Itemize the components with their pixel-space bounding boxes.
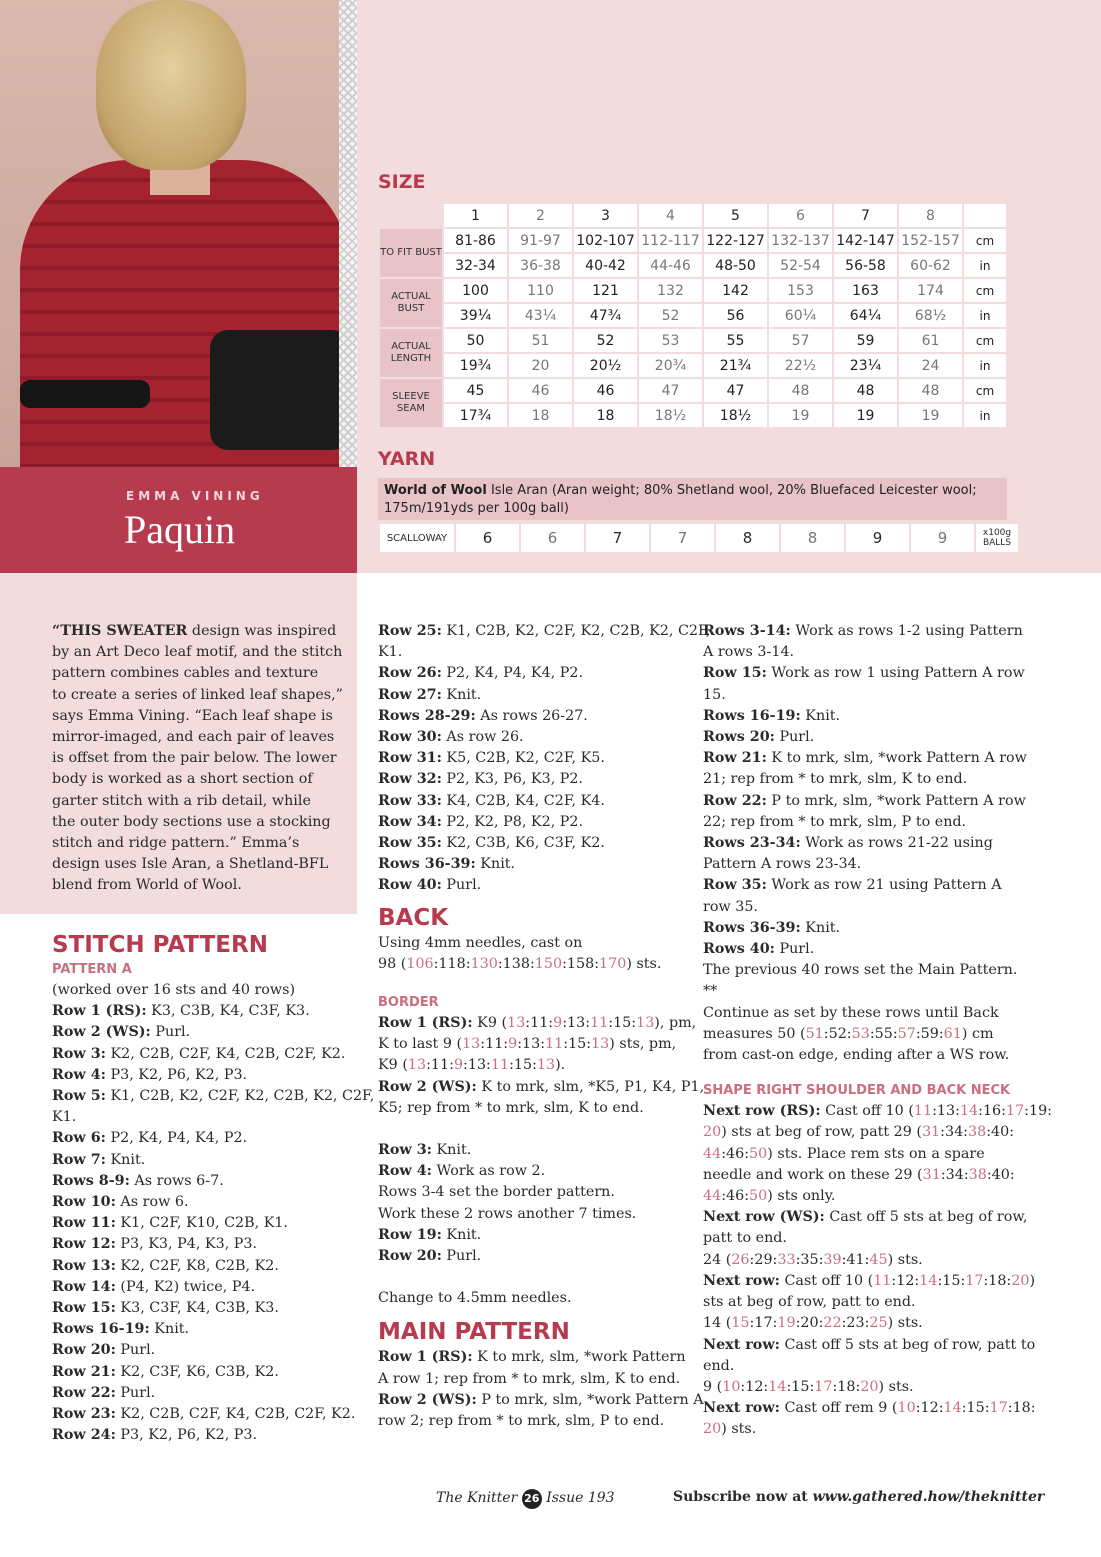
yarn-desc: Isle Aran (Aran weight; 80% Shetland wool, 20% Bluefaced Leicester wool; 175m/191yds per 100g ball) (384, 483, 977, 516)
text-line: patt to end. (703, 1230, 787, 1247)
size-cell: 46 (574, 379, 637, 402)
instruction-label: Rows 16-19: (52, 1321, 150, 1338)
text-line: Row 1 (RS): K to mrk, slm, *work Pattern (378, 1349, 686, 1366)
stitch-pattern-column (52, 930, 374, 1446)
text-line: row 2; rep from * to mrk, slm, P to end. (378, 1413, 665, 1430)
text-line: 20) sts at beg of row, patt 29 (31:34:38:40: (703, 1124, 1015, 1141)
intro-line: is offset from the pair below. The lower (52, 750, 337, 767)
size-cell: 18½ (704, 404, 767, 427)
footer-subscribe (673, 1489, 1044, 1505)
size-cell: 52 (574, 329, 637, 352)
size-cell: 64¼ (834, 304, 897, 327)
issue-number: Issue 193 (546, 1490, 615, 1506)
instruction-line (378, 875, 710, 896)
text-line: 21; rep from * to mrk, slm, K to end. (703, 771, 968, 788)
instruction-line (52, 1065, 374, 1086)
text-line: 24 (26:29:33:35:39:41:45) sts. (703, 1251, 923, 1268)
instruction-line (52, 1425, 374, 1446)
instruction-label: Rows 36-39: (378, 856, 476, 873)
instruction-label: Rows 8-9: (52, 1172, 130, 1189)
size-cell: 132-137 (769, 229, 832, 252)
instruction-line (52, 1340, 374, 1361)
text-line: Next row: Cast off rem 9 (10:12:14:15:17:18: (703, 1400, 1036, 1417)
size-cell: 142 (704, 279, 767, 302)
instruction-text: Purl. (150, 1024, 191, 1041)
intro-rest: design was inspired (187, 623, 337, 639)
size-cell: 102-107 (574, 229, 637, 252)
intro-line: body is worked as a short section of (52, 771, 313, 788)
size-cell: 36-38 (509, 254, 572, 277)
size-cell: 122-127 (704, 229, 767, 252)
text-line: 98 (106:118:130:138:150:158:170) sts. (378, 955, 662, 972)
size-cell: 112-117 (639, 229, 702, 252)
ball-unit: x100g BALLS (976, 524, 1018, 552)
text-line: end. (703, 1357, 735, 1374)
size-cell: 56-58 (834, 254, 897, 277)
instruction-text: P3, K2, P6, K2, P3. (115, 1427, 258, 1444)
text-line: Rows 40: Purl. (703, 941, 815, 958)
size-header: 8 (899, 204, 962, 227)
text-line: 9 (10:12:14:15:17:18:20) sts. (703, 1378, 914, 1395)
instruction-line (378, 642, 710, 663)
size-header: 5 (704, 204, 767, 227)
instruction-text: (worked over 16 sts and 40 rows) (52, 982, 296, 998)
instruction-label: Row 33: (378, 792, 442, 809)
size-cell: 20¾ (639, 354, 702, 377)
text-line: Next row (WS): Cast off 5 sts at beg of row, (703, 1209, 1028, 1226)
size-cell: 91-97 (509, 229, 572, 252)
text-line: row 35. (703, 898, 758, 915)
text-line: Using 4mm needles, cast on (378, 934, 583, 951)
size-cell: 61 (899, 329, 962, 352)
main-pattern-heading: MAIN PATTERN (378, 1319, 570, 1346)
footer-magazine (436, 1489, 615, 1509)
instruction-text: Knit. (475, 856, 516, 873)
instruction-label: Row 27: (378, 686, 442, 703)
ball-count: 6 (521, 524, 584, 552)
instruction-text: K2, C3F, K6, C3B, K2. (115, 1363, 279, 1380)
text-line: Rows 3-14: Work as rows 1-2 using Pattern (703, 623, 1023, 639)
size-cell: 20½ (574, 354, 637, 377)
ball-count: 8 (716, 524, 779, 552)
intro-line: says Emma Vining. “Each leaf shape is (52, 707, 333, 724)
text-line: Row 15: Work as row 1 using Pattern A row (703, 665, 1025, 682)
instruction-text: K3, C3F, K4, C3B, K3. (115, 1300, 279, 1317)
instruction-label: Row 40: (378, 877, 442, 894)
hair-shape (96, 0, 246, 170)
unit-cell: in (964, 304, 1006, 327)
text-line: measures 50 (51:52:53:55:57:59:61) cm (703, 1025, 994, 1042)
column-2 (378, 621, 710, 1432)
intro-text (52, 621, 343, 897)
instruction-line (52, 1022, 374, 1043)
instruction-line (52, 1150, 374, 1171)
size-cell: 19 (899, 404, 962, 427)
instruction-text: As rows 6-7. (129, 1172, 224, 1189)
instruction-line (52, 1044, 374, 1065)
stitch-pattern-heading: STITCH PATTERN (52, 932, 268, 958)
instruction-label: Row 7: (52, 1151, 106, 1168)
ball-count: 6 (456, 524, 519, 552)
text-line: Row 19: Knit. (378, 1226, 482, 1243)
size-cell: 110 (509, 279, 572, 302)
size-cell: 81-86 (444, 229, 507, 252)
size-cell: 32-34 (444, 254, 507, 277)
instruction-text: K5, C2B, K2, C2F, K5. (441, 750, 605, 767)
instruction-label: Row 13: (52, 1257, 116, 1274)
unit-cell: cm (964, 329, 1006, 352)
instruction-text: K4, C2B, K4, C2F, K4. (441, 792, 605, 809)
instruction-line (378, 812, 710, 833)
size-cell: 142-147 (834, 229, 897, 252)
instruction-line (52, 1234, 374, 1255)
instruction-label: Row 11: (52, 1215, 116, 1232)
column-3 (703, 621, 1052, 1441)
size-header: 1 (444, 204, 507, 227)
size-cell: 52-54 (769, 254, 832, 277)
instruction-text: As row 26. (441, 729, 524, 746)
instruction-label: Row 25: (378, 623, 442, 639)
size-cell: 47 (704, 379, 767, 402)
instruction-line (378, 748, 710, 769)
text-line: Continue as set by these rows until Back (703, 1004, 999, 1021)
intro-line: stitch and ridge pattern.” Emma’s (52, 835, 300, 852)
subscribe-url[interactable]: www.gathered.how/theknitter (812, 1489, 1045, 1505)
unit-cell: cm (964, 379, 1006, 402)
instruction-label: Row 22: (52, 1384, 116, 1401)
instruction-text: P2, K2, P8, K2, P2. (441, 813, 584, 830)
size-cell: 24 (899, 354, 962, 377)
instruction-line (52, 1192, 374, 1213)
instruction-label: Row 21: (52, 1363, 116, 1380)
instruction-text: P2, K4, P4, K4, P2. (441, 665, 584, 682)
text-line: 44:46:50) sts. Place rem sts on a spare (703, 1145, 985, 1162)
page-number: 26 (522, 1489, 542, 1509)
instruction-line (52, 1319, 374, 1340)
instruction-line (52, 1086, 374, 1107)
text-line: sts at beg of row, patt to end. (703, 1294, 916, 1311)
text-line: Next row: Cast off 10 (11:12:14:15:17:18:20) (703, 1272, 1036, 1289)
instruction-line (378, 621, 710, 642)
text-line: K9 (13:11:9:13:11:15:13). (378, 1057, 566, 1074)
instruction-text: K2, C2F, K8, C2B, K2. (115, 1257, 279, 1274)
text-line: Work these 2 rows another 7 times. (378, 1205, 637, 1222)
unit-cell: in (964, 354, 1006, 377)
size-cell: 48-50 (704, 254, 767, 277)
text-line: ** (703, 983, 718, 1000)
instruction-label: Row 10: (52, 1194, 116, 1211)
instruction-text: K1. (378, 644, 403, 661)
border-subheading: BORDER (378, 995, 439, 1011)
instruction-text: K2, C2B, C2F, K4, C2B, C2F, K2. (115, 1406, 356, 1423)
size-cell: 18½ (639, 404, 702, 427)
text-line: A row 1; rep from * to mrk, slm, K to end. (378, 1370, 681, 1387)
instruction-text: K1, C2F, K10, C2B, K1. (115, 1215, 289, 1232)
instruction-label: Row 12: (52, 1236, 116, 1253)
instruction-label: Row 15: (52, 1300, 116, 1317)
text-line: The previous 40 rows set the Main Pattern. (703, 962, 1018, 979)
text-line: Rows 23-34: Work as rows 21-22 using (703, 835, 993, 852)
instruction-line (52, 1107, 374, 1128)
zigzag-divider (339, 0, 357, 467)
size-cell: 68½ (899, 304, 962, 327)
size-cell: 60-62 (899, 254, 962, 277)
yarn-table (378, 522, 1020, 554)
text-line: 15. (703, 686, 726, 703)
instruction-label: Row 32: (378, 771, 442, 788)
text-line: K to last 9 (13:11:9:13:11:15:13) sts, pm, (378, 1036, 677, 1053)
shape-shoulder-subheading: SHAPE RIGHT SHOULDER AND BACK NECK (703, 1083, 1011, 1099)
size-cell: 47¾ (574, 304, 637, 327)
size-cell: 174 (899, 279, 962, 302)
text-line: Row 2 (WS): K to mrk, slm, *K5, P1, K4, P1, (378, 1078, 705, 1095)
instruction-line (52, 1128, 374, 1149)
size-cell: 43¼ (509, 304, 572, 327)
size-cell: 18 (574, 404, 637, 427)
size-cell: 100 (444, 279, 507, 302)
size-cell: 50 (444, 329, 507, 352)
instruction-label: Row 14: (52, 1278, 116, 1295)
instruction-line (378, 685, 710, 706)
instruction-text: Knit. (149, 1321, 190, 1338)
change-needles: Change to 4.5mm needles. (378, 1290, 572, 1307)
size-cell: 44-46 (639, 254, 702, 277)
text-line: 22; rep from * to mrk, slm, P to end. (703, 813, 967, 830)
pattern-a-subheading: PATTERN A (52, 962, 132, 977)
size-cell: 55 (704, 329, 767, 352)
unit-header (964, 204, 1006, 227)
text-line: 20) sts. (703, 1421, 757, 1438)
text-line: Row 22: P to mrk, slm, *work Pattern A row (703, 792, 1026, 809)
yarn-heading: YARN (378, 448, 436, 470)
instruction-text: Purl. (441, 877, 482, 894)
text-line: Row 2 (WS): P to mrk, slm, *work Pattern A (378, 1391, 704, 1408)
instruction-label: Row 23: (52, 1406, 116, 1423)
instruction-line (378, 791, 710, 812)
back-heading: BACK (378, 904, 449, 931)
intro-line: to create a series of linked leaf shapes,” (52, 686, 343, 703)
text-line: Pattern A rows 23-34. (703, 856, 862, 873)
size-cell: 21¾ (704, 354, 767, 377)
instruction-line (52, 980, 374, 1001)
text-line: Next row: Cast off 5 sts at beg of row, patt to (703, 1336, 1036, 1353)
instruction-line (52, 1362, 374, 1383)
instruction-line (52, 1001, 374, 1022)
instruction-label: Row 24: (52, 1427, 116, 1444)
text-line: K5; rep from * to mrk, slm, K to end. (378, 1099, 644, 1116)
size-cell: 19¾ (444, 354, 507, 377)
size-row-label: SLEEVE SEAM (380, 379, 442, 427)
corner-cell (380, 204, 442, 227)
instruction-label: Row 4: (52, 1066, 106, 1083)
instruction-line (378, 706, 710, 727)
text-line: needle and work on these 29 (31:34:38:40: (703, 1166, 1015, 1183)
instruction-label: Row 5: (52, 1088, 106, 1105)
instruction-text: K1. (52, 1109, 77, 1126)
size-cell: 153 (769, 279, 832, 302)
intro-line: by an Art Deco leaf motif, and the stitch (52, 644, 343, 661)
instruction-text: As rows 26-27. (475, 707, 588, 724)
text-line: Row 35: Work as row 21 using Pattern A (703, 877, 1002, 894)
unit-cell: in (964, 254, 1006, 277)
instruction-line (52, 1256, 374, 1277)
unit-cell: in (964, 404, 1006, 427)
instruction-line (378, 769, 710, 790)
instruction-text: K1, C2B, K2, C2F, K2, C2B, K2, C2F, (441, 623, 711, 639)
yarn-brand: World of Wool (384, 483, 487, 498)
size-cell: 46 (509, 379, 572, 402)
instruction-line (378, 663, 710, 684)
instruction-label: Row 31: (378, 750, 442, 767)
instruction-text: K1, C2B, K2, C2F, K2, C2B, K2, C2F, (105, 1088, 375, 1105)
unit-cell: cm (964, 279, 1006, 302)
size-table (378, 202, 1008, 429)
instruction-text: Knit. (441, 686, 482, 703)
instruction-label: Row 2 (WS): (52, 1024, 151, 1041)
magazine-name: The Knitter (436, 1490, 518, 1506)
size-cell: 48 (834, 379, 897, 402)
instruction-label: Row 34: (378, 813, 442, 830)
size-cell: 23¼ (834, 354, 897, 377)
size-cell: 48 (899, 379, 962, 402)
instruction-text: K3, C3B, K4, C3F, K3. (146, 1003, 310, 1020)
size-cell: 59 (834, 329, 897, 352)
instruction-text: P3, K2, P6, K2, P3. (105, 1066, 248, 1083)
ball-count: 9 (911, 524, 974, 552)
pattern-title: Paquin (124, 507, 236, 552)
size-cell: 19 (769, 404, 832, 427)
intro-line (52, 621, 343, 642)
yarn-description (378, 478, 1007, 520)
instruction-label: Row 6: (52, 1130, 106, 1147)
size-cell: 56 (704, 304, 767, 327)
intro-line: blend from World of Wool. (52, 877, 242, 894)
intro-line: design uses Isle Aran, a Shetland-BFL (52, 856, 329, 873)
instruction-line (52, 1383, 374, 1404)
instruction-text: Purl. (115, 1384, 156, 1401)
size-header: 3 (574, 204, 637, 227)
instruction-text: K2, C3B, K6, C3F, K2. (441, 835, 605, 852)
size-cell: 17¾ (444, 404, 507, 427)
intro-lead: “THIS SWEATER (52, 623, 188, 639)
instruction-line (378, 854, 710, 875)
size-cell: 45 (444, 379, 507, 402)
size-cell: 48 (769, 379, 832, 402)
hero-photo (0, 0, 357, 467)
ball-count: 8 (781, 524, 844, 552)
size-cell: 39¼ (444, 304, 507, 327)
instruction-text: (P4, K2) twice, P4. (115, 1278, 256, 1295)
size-cell: 163 (834, 279, 897, 302)
text-line: Row 21: K to mrk, slm, *work Pattern A row (703, 750, 1027, 767)
text-line: Row 3: Knit. (378, 1142, 472, 1159)
unit-cell: cm (964, 229, 1006, 252)
size-row-label: ACTUAL BUST (380, 279, 442, 327)
armrest-shape (20, 380, 150, 408)
size-header: 7 (834, 204, 897, 227)
text-line: A rows 3-14. (703, 644, 795, 661)
instruction-text: K2, C2B, C2F, K4, C2B, C2F, K2. (105, 1045, 346, 1062)
instruction-line (52, 1213, 374, 1234)
size-cell: 47 (639, 379, 702, 402)
size-row-label: ACTUAL LENGTH (380, 329, 442, 377)
instruction-label: Row 26: (378, 665, 442, 682)
ball-count: 7 (651, 524, 714, 552)
size-cell: 51 (509, 329, 572, 352)
intro-line: mirror-imaged, and each pair of leaves (52, 729, 335, 746)
size-header: 6 (769, 204, 832, 227)
instruction-line (52, 1171, 374, 1192)
size-cell: 132 (639, 279, 702, 302)
instruction-text: As row 6. (115, 1194, 189, 1211)
text-line: from cast-on edge, ending after a WS row. (703, 1047, 1010, 1064)
wheelchair-shape (210, 330, 350, 450)
size-cell: 19 (834, 404, 897, 427)
ball-count: 9 (846, 524, 909, 552)
text-line: Rows 36-39: Knit. (703, 919, 841, 936)
instruction-line (52, 1404, 374, 1425)
size-cell: 40-42 (574, 254, 637, 277)
size-row-label: TO FIT BUST (380, 229, 442, 277)
instruction-label: Row 30: (378, 729, 442, 746)
size-cell: 152-157 (899, 229, 962, 252)
size-cell: 52 (639, 304, 702, 327)
text-line: Rows 20: Purl. (703, 729, 815, 746)
intro-line: pattern combines cables and texture (52, 665, 319, 682)
instruction-label: Row 1 (RS): (52, 1003, 147, 1020)
size-cell: 18 (509, 404, 572, 427)
text-line: 44:46:50) sts only. (703, 1188, 836, 1205)
size-header: 2 (509, 204, 572, 227)
text-line: Rows 3-4 set the border pattern. (378, 1184, 615, 1201)
size-cell: 57 (769, 329, 832, 352)
yarn-shade: SCALLOWAY (380, 524, 454, 552)
text-line: Next row (RS): Cast off 10 (11:13:14:16:17:19: (703, 1103, 1052, 1120)
instruction-label: Row 20: (52, 1342, 116, 1359)
size-cell: 121 (574, 279, 637, 302)
subscribe-text: Subscribe now at (673, 1489, 813, 1505)
size-cell: 22½ (769, 354, 832, 377)
instruction-line (378, 833, 710, 854)
size-cell: 60¼ (769, 304, 832, 327)
text-line: Row 20: Purl. (378, 1248, 482, 1265)
instruction-text: P3, K3, P4, K3, P3. (115, 1236, 258, 1253)
text-line: Row 4: Work as row 2. (378, 1163, 546, 1180)
instruction-line (52, 1277, 374, 1298)
instruction-label: Rows 28-29: (378, 707, 476, 724)
instruction-label: Row 35: (378, 835, 442, 852)
instruction-text: Purl. (115, 1342, 156, 1359)
instruction-text: P2, K3, P6, K3, P2. (441, 771, 584, 788)
intro-line: garter stitch with a rib detail, while (52, 792, 311, 809)
instruction-text: Knit. (105, 1151, 146, 1168)
text-line: Row 1 (RS): K9 (13:11:9:13:11:15:13), pm, (378, 1015, 697, 1032)
size-cell: 53 (639, 329, 702, 352)
ball-count: 7 (586, 524, 649, 552)
size-header: 4 (639, 204, 702, 227)
instruction-text: P2, K4, P4, K4, P2. (105, 1130, 248, 1147)
size-cell: 20 (509, 354, 572, 377)
intro-line: the outer body sections use a stocking (52, 813, 331, 830)
text-line: Rows 16-19: Knit. (703, 707, 841, 724)
text-line: 14 (15:17:19:20:22:23:25) sts. (703, 1315, 923, 1332)
instruction-line (378, 727, 710, 748)
instruction-label: Row 3: (52, 1045, 106, 1062)
author-name: EMMA VINING (126, 489, 264, 503)
size-heading: SIZE (378, 171, 426, 193)
instruction-line (52, 1298, 374, 1319)
